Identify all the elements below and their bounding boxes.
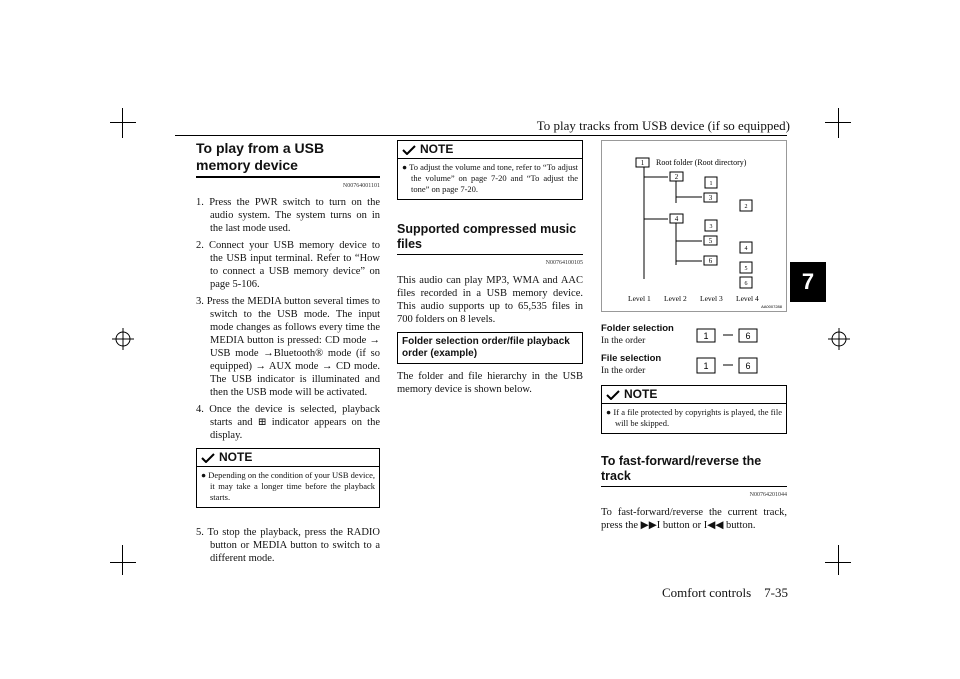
note-text: ● Depending on the condition of your USB device, it may take a longer time before the playback starts.: [201, 470, 375, 502]
crop-mark: [838, 108, 839, 138]
level-label: Level 3: [700, 294, 723, 303]
running-header: To play tracks from USB device (if so equipped): [536, 118, 790, 133]
right-column: [601, 140, 787, 536]
level-label: Level 2: [664, 294, 687, 303]
note-label: NOTE: [219, 450, 253, 464]
note-text: ● If a file protected by copyrights is played, the file will be skipped.: [606, 407, 782, 428]
section-heading: To play from a USB memory device: [196, 140, 380, 178]
subsection-heading: Folder selection order/file playback order (example): [397, 332, 583, 364]
level-label: Level 1: [628, 294, 651, 303]
note-box: [601, 385, 787, 434]
folder-selection-label: Folder selection In the order: [601, 323, 674, 346]
steps-list: [196, 196, 380, 442]
crop-mark: [110, 122, 136, 123]
note-header: [197, 449, 379, 467]
step-item: 4. Once the device is selected, playback starts and ⊞ indicator appears on the display.: [196, 404, 380, 441]
left-column: [196, 140, 380, 569]
folder-range-icon: [695, 326, 765, 344]
step-item: 2. Connect your USB memory device to the USB input terminal. Refer to “How to connect a USB memory device” on page 5-106.: [196, 240, 380, 290]
note-label: NOTE: [420, 142, 454, 156]
section-heading: To fast-forward/reverse the track: [601, 454, 787, 487]
folder-icon: [704, 236, 717, 245]
header-rule: [175, 135, 787, 136]
step-item: 1. Press the PWR switch to turn on the audio system. The system turns on in the last mode used.: [196, 197, 380, 234]
level-label: Level 4: [736, 294, 759, 303]
crop-mark: [110, 562, 136, 563]
music-file-icon: [740, 262, 752, 273]
root-folder-label: Root folder (Root directory): [656, 158, 747, 167]
file-selection-row: [601, 353, 787, 377]
step-item: 3. Press the MEDIA button several times to switch to the USB mode. The input mode changes as follows every time the MEDIA button is pressed: CD mode → USB mode →Bluetooth® mode (if so equipped) → AUX mode → CD mode. The USB indicator is illuminated and then the USB mode will be activated.: [196, 296, 380, 398]
music-file-icon: [740, 277, 752, 288]
svg-text:6: 6: [745, 361, 751, 371]
svg-text:1: 1: [640, 159, 645, 167]
check-icon: [201, 453, 215, 463]
figure-code: AA0007288: [761, 304, 782, 309]
music-file-icon: [705, 177, 717, 188]
note-header: [602, 386, 786, 404]
svg-text:2: 2: [744, 204, 748, 210]
note-text: ● To adjust the volume and tone, refer to “To adjust the volume” on page 7-20 and “To adjust the tone” on page 7-20.: [402, 162, 578, 194]
folder-selection-row: [601, 323, 787, 347]
folder-icon: [670, 172, 683, 181]
footer-section: Comfort controls: [661, 585, 752, 600]
body-paragraph: To fast-forward/reverse the current track, press the ▶▶I button or I◀◀ button.: [601, 507, 787, 531]
section-code: N00764001101: [342, 183, 380, 189]
crop-mark: [825, 562, 851, 563]
registration-mark-icon: [112, 328, 134, 350]
svg-text:6: 6: [708, 257, 713, 265]
crop-mark: [838, 545, 839, 575]
running-footer: [662, 585, 788, 601]
step-item: 5. To stop the playback, press the RADIO button or MEDIA button to switch to a different mode.: [196, 527, 380, 564]
svg-text:3: 3: [708, 194, 713, 202]
svg-text:4: 4: [674, 215, 679, 223]
note-box: [397, 140, 583, 200]
file-selection-label: File selection In the order: [601, 353, 662, 376]
crop-mark: [122, 108, 123, 138]
folder-icon: [636, 158, 649, 167]
middle-column: [397, 140, 583, 400]
svg-text:4: 4: [744, 246, 748, 252]
footer-page: 7-35: [764, 585, 788, 600]
note-label: NOTE: [624, 387, 658, 401]
music-file-icon: [740, 242, 752, 253]
file-range-icon: [695, 354, 765, 376]
svg-text:2: 2: [674, 173, 679, 181]
svg-text:1: 1: [709, 181, 713, 187]
music-file-icon: [740, 200, 752, 211]
folder-icon: [704, 193, 717, 202]
note-box: [196, 448, 380, 508]
svg-text:1: 1: [703, 361, 709, 371]
folder-icon: [670, 214, 683, 223]
body-paragraph: This audio can play MP3, WMA and AAC files recorded in a USB memory device. This audio supports up to 65,535 files in 700 folders on 8 levels.: [397, 275, 583, 325]
svg-text:1: 1: [703, 331, 709, 341]
body-paragraph: The folder and file hierarchy in the USB memory device is shown below.: [397, 371, 583, 395]
svg-text:6: 6: [744, 281, 748, 287]
section-code: N00764100105: [545, 260, 583, 266]
check-icon: [402, 145, 416, 155]
section-code: N00764201044: [749, 492, 787, 498]
steps-list: [196, 526, 380, 565]
folder-hierarchy-diagram: [601, 140, 787, 312]
svg-text:6: 6: [745, 331, 751, 341]
chapter-tab: 7: [790, 262, 826, 302]
crop-mark: [122, 545, 123, 575]
registration-mark-icon: [828, 328, 850, 350]
music-file-icon: [705, 220, 717, 231]
folder-icon: [704, 256, 717, 265]
svg-text:5: 5: [744, 266, 748, 272]
section-heading: Supported compressed music files: [397, 222, 583, 255]
svg-text:5: 5: [708, 237, 713, 245]
note-header: [398, 141, 582, 159]
svg-text:3: 3: [709, 224, 713, 230]
check-icon: [606, 390, 620, 400]
crop-mark: [825, 122, 851, 123]
